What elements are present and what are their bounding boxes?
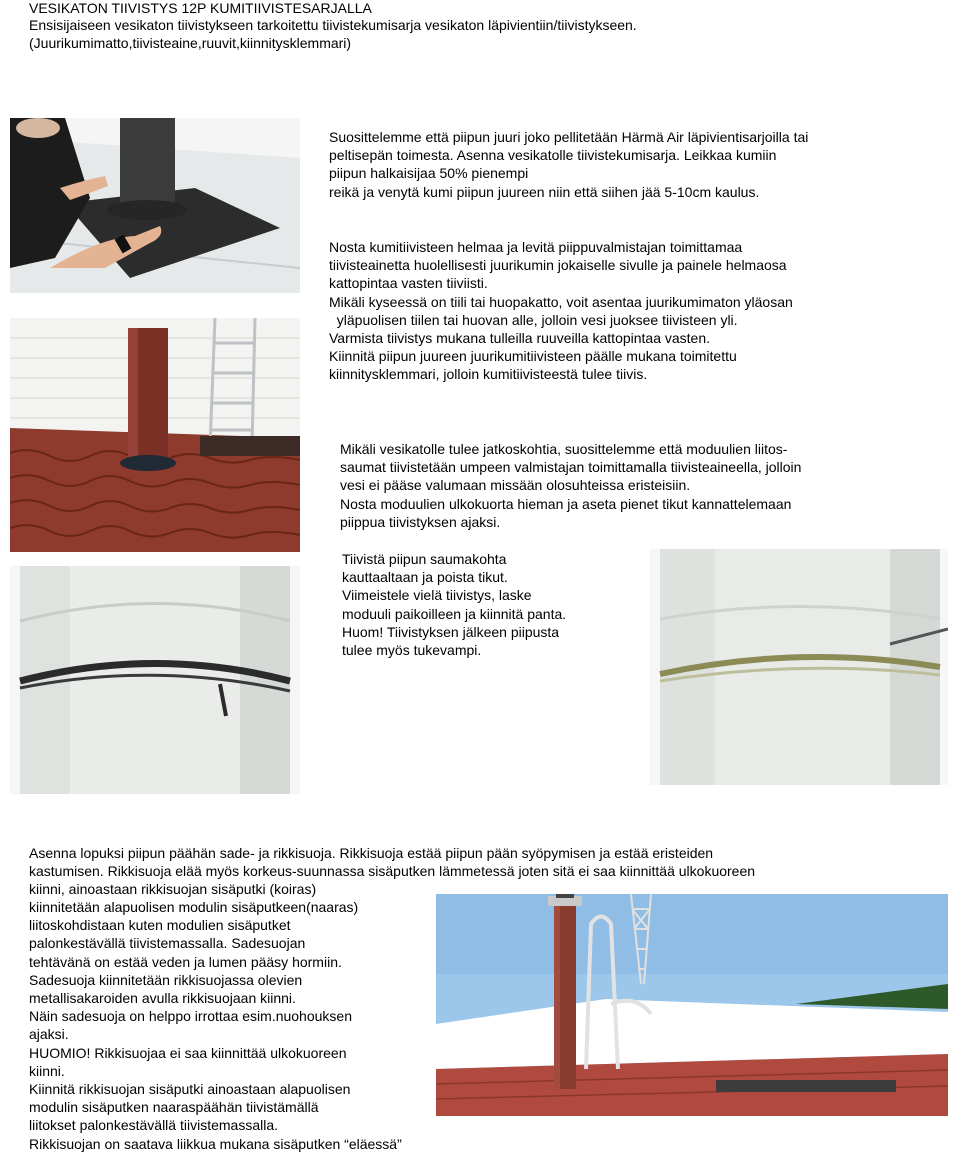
text-line: HUOMIO! Rikkisuojaa ei saa kiinnittää ulkokuoreen [29,1044,347,1061]
text-line: tiivisteainetta huolellisesti juurikumin jokaiselle sivulle ja painele helmaosa [329,257,787,274]
text-line: palonkestävällä tiivistemassalla. Sadesuojan [29,935,306,952]
text-section-4 [342,550,566,659]
text-line: modulin sisäputken naaraspäähän tiivistämällä [29,1099,319,1116]
text-line: kiinnitysklemmari, jolloin kumitiivisteestä tulee tiivis. [329,366,648,383]
photo-rubber-mat-install [10,118,300,293]
text-line: Asenna lopuksi piipun päähän sade- ja rikkisuoja. Rikkisuoja estää piipun pään syöpymisen ja estää eristeiden [29,845,714,861]
text-line: liitokset palonkestävällä tiivistemassalla. [29,1117,278,1134]
text-line: tulee myös tukevampi. [342,642,482,659]
text-section-1 [329,128,808,201]
text-line: kauttaaltaan ja poista tikut. [342,569,508,586]
text-line: Nosta kumitiivisteen helmaa ja levitä piippuvalmistajan toimittamaa [329,239,743,255]
intro-line: Ensisijaiseen vesikaton tiivistykseen tarkoitettu tiivistekumisarja vesikaton läpivientiin/tiivistykseen. [29,17,637,33]
text-section-3 [340,440,801,531]
photo-chimney-tile-roof [10,318,300,552]
text-line: kiinnitetään alapuolisen modulin sisäputkeen(naaras) [29,899,359,915]
photo-chimney-rain-cap [436,894,948,1116]
text-line: metallisakaroiden avulla rikkisuojaan kiinni. [29,990,296,1007]
text-line: vesi ei pääse valumaan missään olosuhteissa eristeisiin. [340,477,691,494]
text-line: saumat tiivistetään umpeen valmistajan toimittamalla tiivisteaineella, jolloin [340,459,802,476]
text-line: tehtävänä on estää veden ja lumen pääsy hormiin. [29,953,342,970]
text-line: Mikäli vesikatolle tulee jatkoskohtia, suosittelemme että moduulien liitos- [340,441,788,457]
text-line: piippua tiivistyksen ajaksi. [340,513,501,530]
text-line: moduuli paikoilleen ja kiinnitä panta. [342,605,567,622]
text-section-5 [29,898,402,1153]
text-line: Kiinnitä piipun juureen juurikumitiivisteen päälle mukana toimitettu [329,348,737,365]
text-line: kattopintaa vasten tiiviisti. [329,275,488,292]
text-line: Huom! Tiivistyksen jälkeen piipusta [342,623,560,640]
text-line: ajaksi. [29,1026,69,1043]
text-line: yläpuolisen tiilen tai huovan alle, jolloin vesi juoksee tiivisteen yli. [329,311,738,328]
text-line: Suosittelemme että piipun juuri joko pellitetään Härmä Air läpivientisarjoilla tai [329,129,809,145]
text-line: peltisepän toimesta. Asenna vesikatolle tiivistekumisarja. Leikkaa kumiin [329,147,777,164]
text-line: piipun halkaisijaa 50% pienempi [329,165,529,182]
text-line: Viimeistele vielä tiivistys, laske [342,587,532,604]
page-title: VESIKATON TIIVISTYS 12P KUMITIIVISTESARJALLA [29,0,372,16]
text-line: Mikäli kyseessä on tiili tai huopakatto, voit asentaa juurikumimaton yläosan [329,293,793,310]
text-line: kiinni. [29,1062,65,1079]
photo-pipe-sealed-joint [10,566,300,794]
text-line: kastumisen. Rikkisuoja elää myös korkeus-suunnassa sisäputken lämmetessä joten sitä ei saa kiinnittää ulkokuoreen [29,863,756,880]
text-line: Kiinnitä rikkisuojan sisäputki ainoastaan alapuolisen [29,1081,351,1098]
text-line: reikä ja venytä kumi piipun juureen niin että siihen jää 5-10cm kaulus. [329,183,760,200]
text-line: Näin sadesuoja on helppo irrottaa esim.nuohouksen [29,1008,352,1025]
text-line: kiinni, ainoastaan rikkisuojan sisäputki (koiras) [29,881,317,898]
intro-contents: (Juurikumimatto,tiivisteaine,ruuvit,kiinnitysklemmari) [29,35,352,51]
photo-pipe-joint-sticks [650,549,948,785]
text-section-2 [329,238,793,384]
text-line: Rikkisuojan on saatava liikkua mukana sisäputken “eläessä” [29,1135,402,1152]
text-section-5-intro [29,844,755,899]
text-line: Varmista tiivistys mukana tulleilla ruuveilla kattopintaa vasten. [329,330,711,347]
text-line: Tiivistä piipun saumakohta [342,551,507,567]
text-line: Nosta moduulien ulkokuorta hieman ja aseta pienet tikut kannattelemaan [340,495,792,512]
text-line: liitoskohdistaan kuten modulien sisäputket [29,917,291,934]
text-line: Sadesuoja kiinnitetään rikkisuojassa olevien [29,971,303,988]
